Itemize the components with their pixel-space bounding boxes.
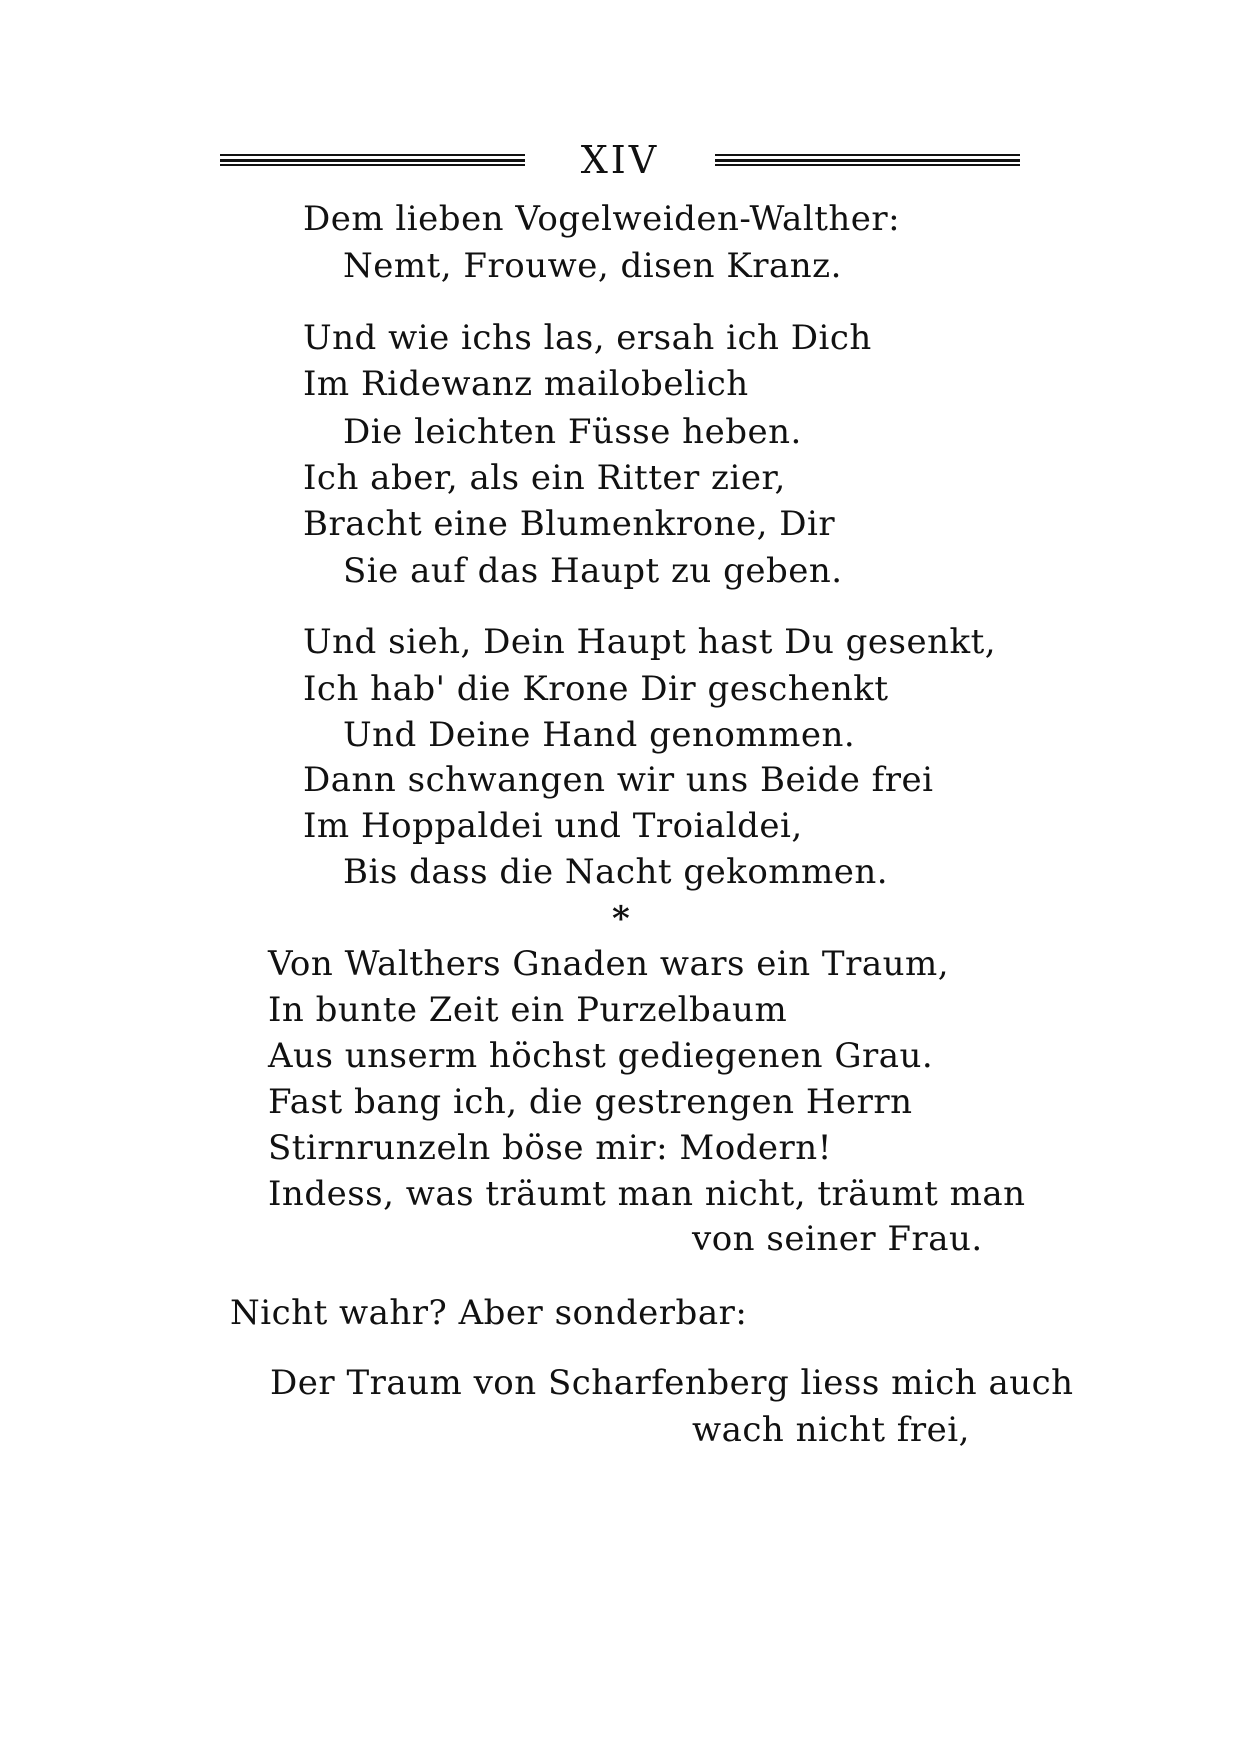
verse-line: Im Ridewanz mailobelich — [303, 364, 749, 404]
verse-line-continuation: wach nicht frei, — [692, 1410, 970, 1450]
verse-line: Aus unserm höchst gediegenen Grau. — [268, 1036, 934, 1076]
verse-line: Der Traum von Scharfenberg liess mich auch — [270, 1363, 1074, 1403]
verse-line: In bunte Zeit ein Purzelbaum — [268, 990, 788, 1030]
verse-line: Und sieh, Dein Haupt hast Du gesenkt, — [303, 622, 997, 662]
verse-line: Indess, was träumt man nicht, träumt man — [268, 1174, 1026, 1214]
verse-line: Dem lieben Vogelweiden-Walther: — [303, 199, 901, 239]
page-header — [220, 138, 1020, 186]
verse-line: Fast bang ich, die gestrengen Herrn — [268, 1082, 913, 1122]
verse-line: Im Hoppaldei und Troialdei, — [303, 806, 803, 846]
verse-line: Sie auf das Haupt zu geben. — [343, 551, 843, 591]
verse-line: Stirnrunzeln böse mir: Modern! — [268, 1128, 832, 1168]
page-number: XIV — [580, 138, 660, 182]
verse-line: Dann schwangen wir uns Beide frei — [303, 760, 934, 800]
header-rule-right — [715, 154, 1020, 166]
verse-line: Die leichten Füsse heben. — [343, 412, 802, 452]
verse-line: Und wie ichs las, ersah ich Dich — [303, 318, 872, 358]
verse-line: Ich aber, als ein Ritter zier, — [303, 458, 786, 498]
verse-line-continuation: von seiner Frau. — [692, 1219, 983, 1259]
section-separator: * — [612, 899, 630, 939]
prose-line: Nicht wahr? Aber sonderbar: — [230, 1293, 748, 1333]
verse-line: Nemt, Frouwe, disen Kranz. — [343, 246, 842, 286]
verse-line: Ich hab' die Krone Dir geschenkt — [303, 669, 889, 709]
verse-line: Von Walthers Gnaden wars ein Traum, — [268, 944, 950, 984]
verse-line: Bis dass die Nacht gekommen. — [343, 852, 889, 892]
verse-line: Bracht eine Blumenkrone, Dir — [303, 504, 836, 544]
verse-line: Und Deine Hand genommen. — [343, 715, 856, 755]
header-rule-left — [220, 154, 525, 166]
